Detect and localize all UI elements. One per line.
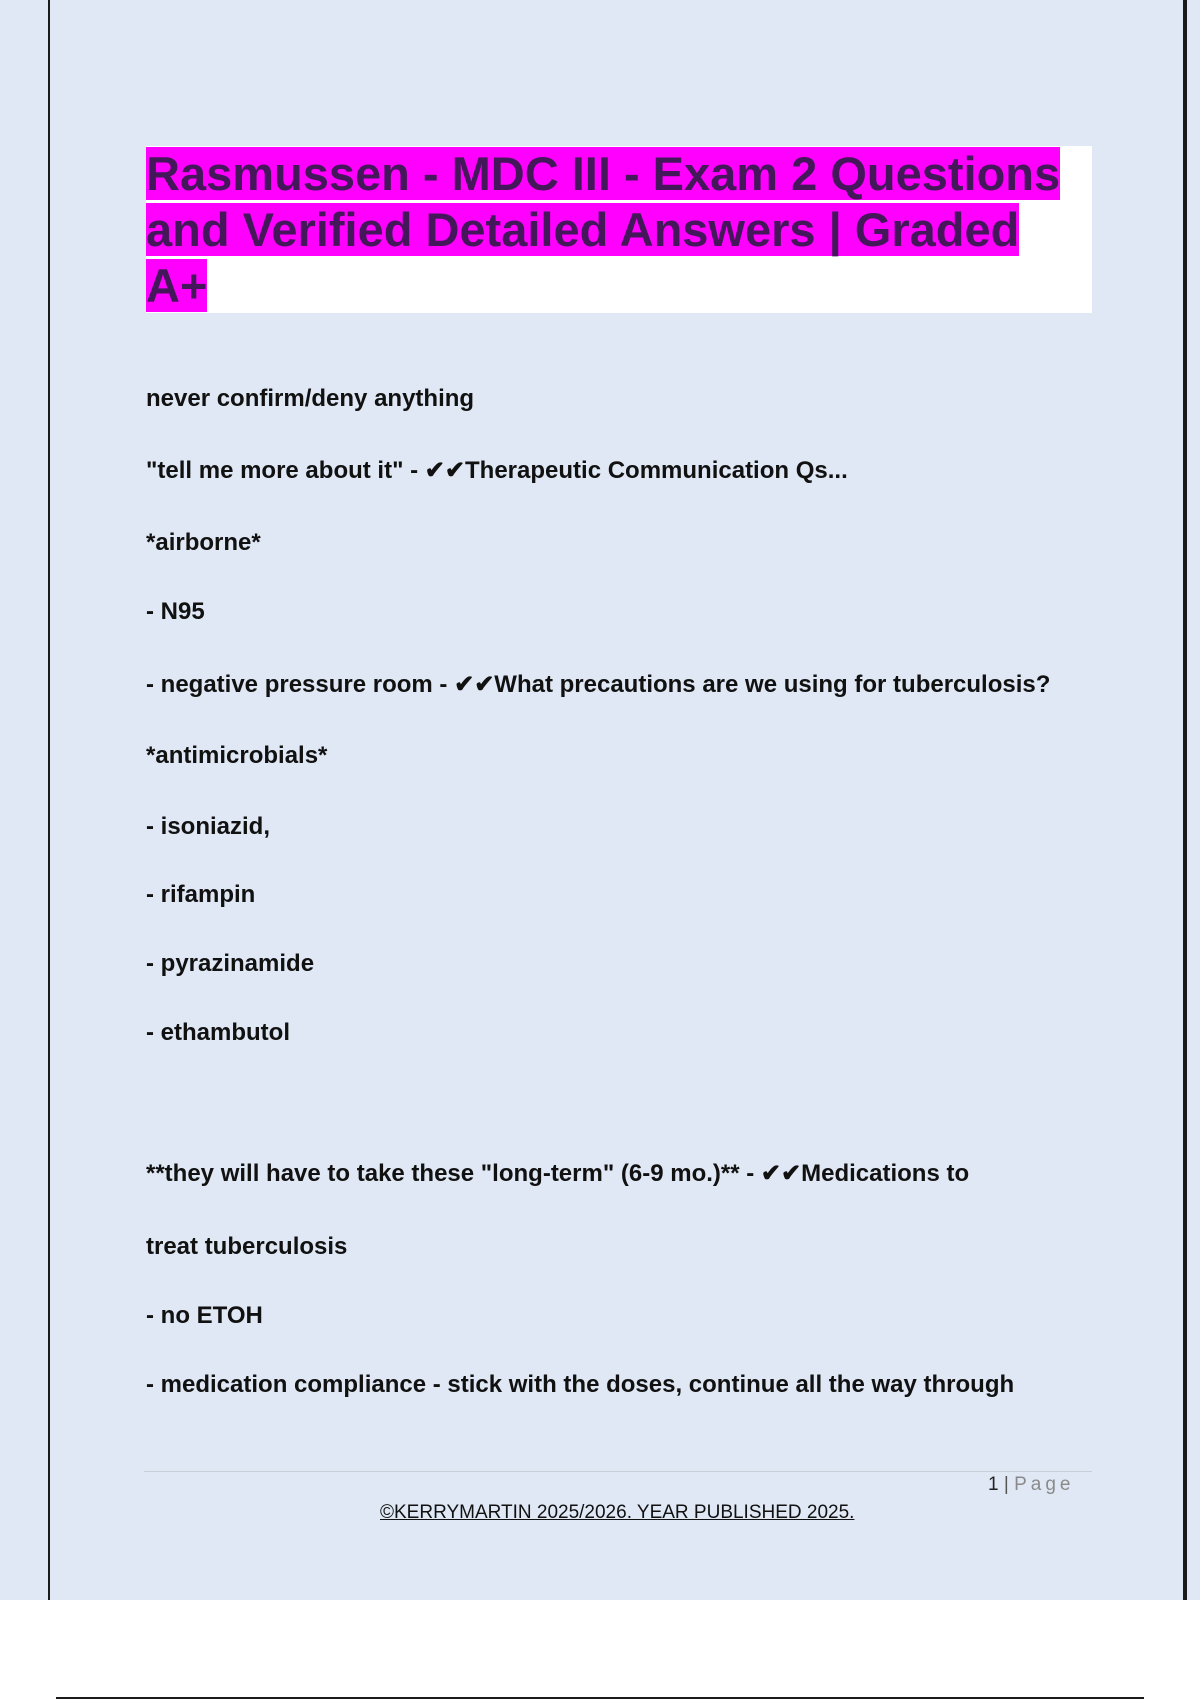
content-line: "tell me more about it" - ✔✔Therapeutic Communication Qs... (146, 457, 848, 484)
content-line: - ethambutol (146, 1019, 290, 1046)
page-left-border (48, 0, 50, 1600)
page-number (988, 1474, 1074, 1496)
content-line: never confirm/deny anything (146, 385, 475, 412)
footer-divider (144, 1471, 1092, 1472)
content-line: - N95 (146, 598, 205, 625)
content-line: - no ETOH (146, 1302, 263, 1329)
bottom-divider (56, 1697, 1144, 1699)
copyright-notice: ©KERRYMARTIN 2025/2026. YEAR PUBLISHED 2025. (380, 1502, 855, 1523)
page-number-separator: | (1003, 1474, 1009, 1495)
content-line: - isoniazid, (146, 813, 271, 840)
page-number-value: 1 (988, 1474, 999, 1495)
content-line: - medication compliance - stick with the doses, continue all the way through (146, 1371, 1015, 1398)
content-line: treat tuberculosis (146, 1233, 348, 1260)
content-line: - pyrazinamide (146, 950, 315, 977)
content-line: *antimicrobials* (146, 742, 328, 769)
page-label: Page (1014, 1474, 1075, 1495)
document-title-text: Rasmussen - MDC III - Exam 2 Questions and Verified Detailed Answers | Graded A+ (146, 147, 1061, 312)
document-title (146, 146, 1092, 314)
content-line: - rifampin (146, 881, 256, 908)
content-line: *airborne* (146, 529, 261, 556)
content-line: - negative pressure room - ✔✔What precautions are we using for tuberculosis? (146, 671, 1051, 698)
content-line: **they will have to take these "long-term" (6-9 mo.)** - ✔✔Medications to (146, 1160, 970, 1187)
page-right-border (1183, 0, 1187, 1600)
